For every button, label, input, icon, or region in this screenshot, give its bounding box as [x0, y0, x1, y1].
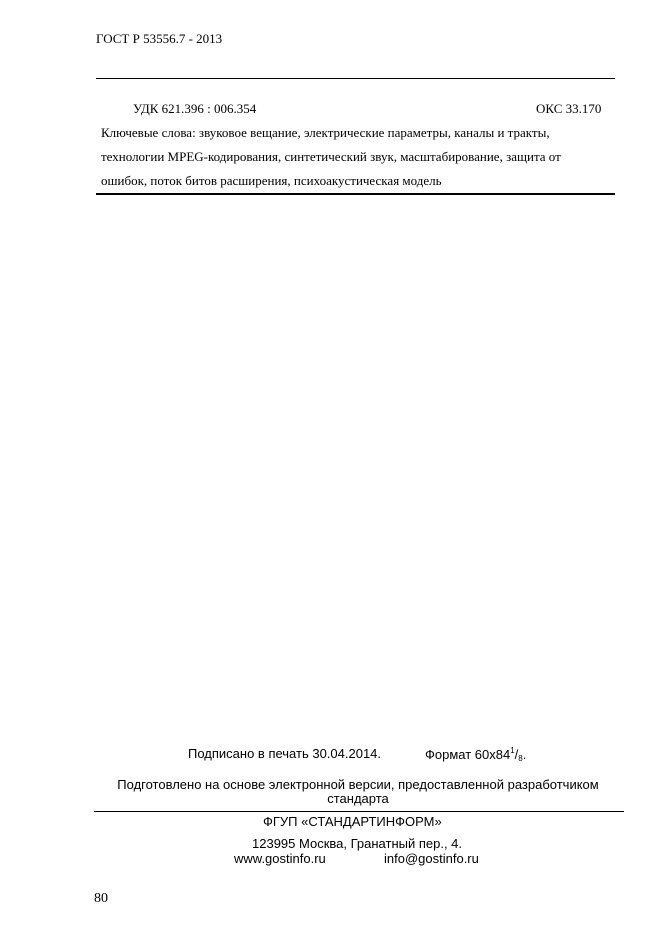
prepared-note-line1: Подготовлено на основе электронной версии, предоставленной разработчиком — [117, 777, 599, 792]
keywords-line: Ключевые слова: звуковое вещание, электрические параметры, каналы и тракты, — [101, 125, 550, 140]
print-format — [425, 746, 526, 763]
oks-code: ОКС 33.170 — [536, 101, 602, 116]
publisher-website: www.gostinfo.ru — [234, 851, 326, 866]
publisher-email: info@gostinfo.ru — [384, 851, 479, 866]
print-format-numerator: 1 — [510, 746, 515, 755]
keywords-line: технологии MPEG-кодирования, синтетический звук, масштабирование, защита от — [101, 149, 561, 164]
print-format-slash: / — [514, 747, 519, 762]
signed-date: Подписано в печать 30.04.2014. — [188, 746, 382, 761]
standard-code: ГОСТ Р 53556.7 - 2013 — [96, 31, 223, 46]
page-number: 80 — [94, 891, 108, 906]
keywords-bottom-divider — [96, 193, 615, 195]
print-format-denominator: 8 — [518, 754, 523, 763]
publisher-address: 123995 Москва, Гранатный пер., 4. — [252, 836, 463, 851]
print-format-text: Формат 60х84 — [425, 747, 511, 762]
publisher-divider — [94, 811, 624, 812]
top-divider — [96, 78, 615, 79]
prepared-note-line2: стандарта — [327, 791, 389, 806]
udk-code: УДК 621.396 : 006.354 — [133, 101, 257, 116]
publisher-name: ФГУП «СТАНДАРТИНФОРМ» — [263, 814, 442, 829]
keywords-line: ошибок, поток битов расширения, психоакустическая модель — [101, 173, 442, 188]
print-format-period: . — [522, 747, 527, 762]
